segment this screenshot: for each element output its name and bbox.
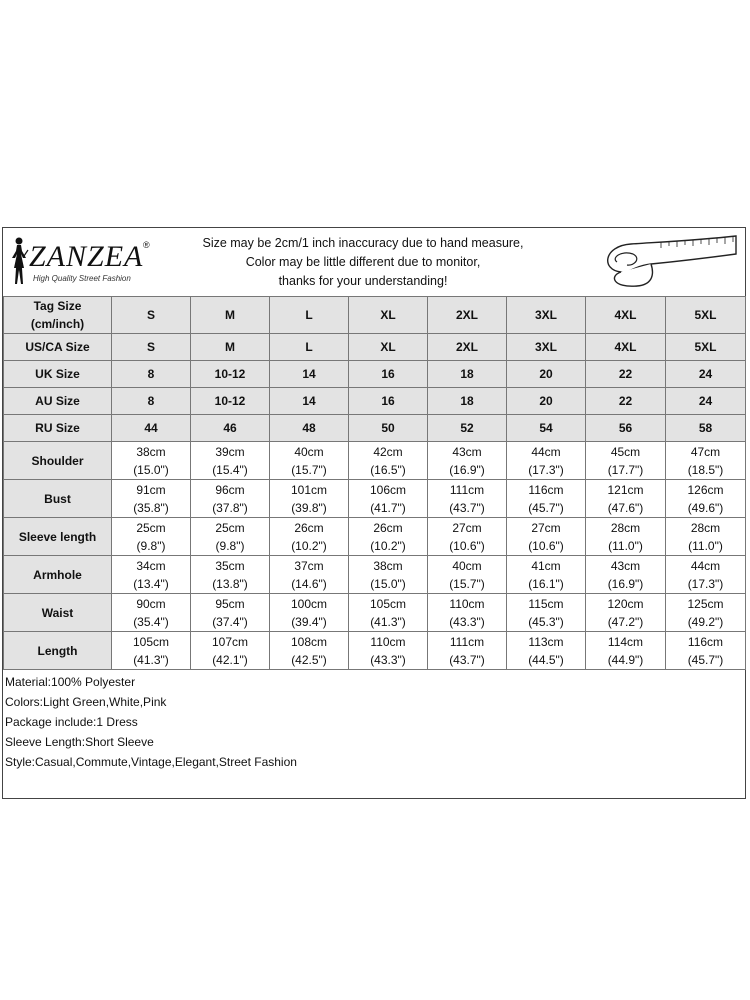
table-cell: XL [349,334,428,361]
table-cell: 121cm (47.6") [586,480,666,518]
size-header-cell: S [112,297,191,334]
table-row [4,388,746,415]
table-cell: 22 [586,361,666,388]
table-row [4,518,746,556]
table-row [4,442,746,480]
table-row [4,361,746,388]
size-header-cell: M [191,297,270,334]
table-cell: 96cm (37.8") [191,480,270,518]
table-cell: 35cm (13.8") [191,556,270,594]
table-cell: 2XL [428,334,507,361]
table-cell: 54 [507,415,586,442]
row-label: Bust [4,480,112,518]
table-cell: 8 [112,361,191,388]
table-cell: 106cm (41.7") [349,480,428,518]
detail-colors: Colors:Light Green,White,Pink [5,695,167,709]
table-row [4,594,746,632]
table-cell: 14 [270,361,349,388]
table-cell: 24 [666,388,746,415]
table-cell: 16 [349,361,428,388]
size-header-cell: 5XL [666,297,746,334]
table-cell: 45cm (17.7") [586,442,666,480]
table-cell: 20 [507,361,586,388]
table-cell: 101cm (39.8") [270,480,349,518]
tag-size-label: Tag Size (cm/inch) [4,297,112,334]
row-label: UK Size [4,361,112,388]
table-cell: S [112,334,191,361]
table-cell: 16 [349,388,428,415]
row-label: US/CA Size [4,334,112,361]
table-row [4,556,746,594]
table-row [4,632,746,670]
table-cell: 5XL [666,334,746,361]
table-cell: 91cm (35.8") [112,480,191,518]
table-cell: 43cm (16.9") [586,556,666,594]
table-cell: 27cm (10.6") [507,518,586,556]
row-label: Sleeve length [4,518,112,556]
table-cell: 116cm (45.7") [666,632,746,670]
table-cell: 110cm (43.3") [428,594,507,632]
table-cell: 14 [270,388,349,415]
size-chart-sheet [2,227,746,799]
table-cell: 41cm (16.1") [507,556,586,594]
table-cell: 111cm (43.7") [428,632,507,670]
table-cell: M [191,334,270,361]
notice-line: Size may be 2cm/1 inch inaccuracy due to hand measure, [202,236,524,250]
table-cell: 28cm (11.0") [666,518,746,556]
table-cell: 26cm (10.2") [349,518,428,556]
table-cell: 40cm (15.7") [270,442,349,480]
table-cell: 111cm (43.7") [428,480,507,518]
table-cell: 100cm (39.4") [270,594,349,632]
notice-line: Color may be little different due to monitor, [245,255,481,269]
row-label: RU Size [4,415,112,442]
table-cell: 105cm (41.3") [349,594,428,632]
measurement-notice [163,234,563,291]
table-cell: 25cm (9.8") [112,518,191,556]
size-header-cell: L [270,297,349,334]
table-cell: 18 [428,388,507,415]
table-cell: 107cm (42.1") [191,632,270,670]
table-cell: 42cm (16.5") [349,442,428,480]
table-cell: 25cm (9.8") [191,518,270,556]
measuring-tape-icon [591,232,741,292]
notice-line: thanks for your understanding! [278,274,448,288]
row-label: Shoulder [4,442,112,480]
registered-mark: ® [143,240,150,250]
table-cell: 43cm (16.9") [428,442,507,480]
detail-package: Package include:1 Dress [5,715,138,729]
row-label: Armhole [4,556,112,594]
fashion-model-icon [7,236,31,288]
table-cell: 38cm (15.0") [349,556,428,594]
brand-logo [7,234,157,292]
table-cell: 110cm (43.3") [349,632,428,670]
table-cell: 37cm (14.6") [270,556,349,594]
table-cell: 125cm (49.2") [666,594,746,632]
table-cell: 4XL [586,334,666,361]
size-header-cell: 2XL [428,297,507,334]
table-cell: 116cm (45.7") [507,480,586,518]
detail-sleeve-length: Sleeve Length:Short Sleeve [5,735,154,749]
table-cell: 126cm (49.6") [666,480,746,518]
table-cell: 115cm (45.3") [507,594,586,632]
table-cell: 58 [666,415,746,442]
table-row [4,297,746,334]
table-cell: 38cm (15.0") [112,442,191,480]
table-cell: 3XL [507,334,586,361]
size-header-cell: 3XL [507,297,586,334]
table-cell: 95cm (37.4") [191,594,270,632]
table-cell: 44cm (17.3") [666,556,746,594]
size-header-cell: 4XL [586,297,666,334]
row-label: AU Size [4,388,112,415]
table-cell: 48 [270,415,349,442]
chart-header [3,228,745,297]
size-table [3,296,746,670]
size-header-cell: XL [349,297,428,334]
product-details [5,672,297,772]
table-cell: 40cm (15.7") [428,556,507,594]
table-cell: L [270,334,349,361]
detail-style: Style:Casual,Commute,Vintage,Elegant,Street Fashion [5,755,297,769]
brand-name: ZANZEA [29,240,144,273]
table-cell: 90cm (35.4") [112,594,191,632]
table-cell: 105cm (41.3") [112,632,191,670]
table-cell: 26cm (10.2") [270,518,349,556]
table-row [4,334,746,361]
table-cell: 24 [666,361,746,388]
table-row [4,415,746,442]
table-cell: 44 [112,415,191,442]
table-cell: 113cm (44.5") [507,632,586,670]
table-cell: 8 [112,388,191,415]
table-cell: 56 [586,415,666,442]
table-cell: 120cm (47.2") [586,594,666,632]
row-label: Waist [4,594,112,632]
table-cell: 44cm (17.3") [507,442,586,480]
table-cell: 20 [507,388,586,415]
table-cell: 22 [586,388,666,415]
table-cell: 18 [428,361,507,388]
table-cell: 46 [191,415,270,442]
table-cell: 50 [349,415,428,442]
table-cell: 108cm (42.5") [270,632,349,670]
table-cell: 27cm (10.6") [428,518,507,556]
table-cell: 39cm (15.4") [191,442,270,480]
table-cell: 10-12 [191,361,270,388]
table-cell: 47cm (18.5") [666,442,746,480]
table-cell: 10-12 [191,388,270,415]
table-cell: 34cm (13.4") [112,556,191,594]
table-row [4,480,746,518]
table-cell: 28cm (11.0") [586,518,666,556]
row-label: Length [4,632,112,670]
table-cell: 52 [428,415,507,442]
table-cell: 114cm (44.9") [586,632,666,670]
detail-material: Material:100% Polyester [5,675,136,689]
brand-tagline: High Quality Street Fashion [33,274,131,283]
